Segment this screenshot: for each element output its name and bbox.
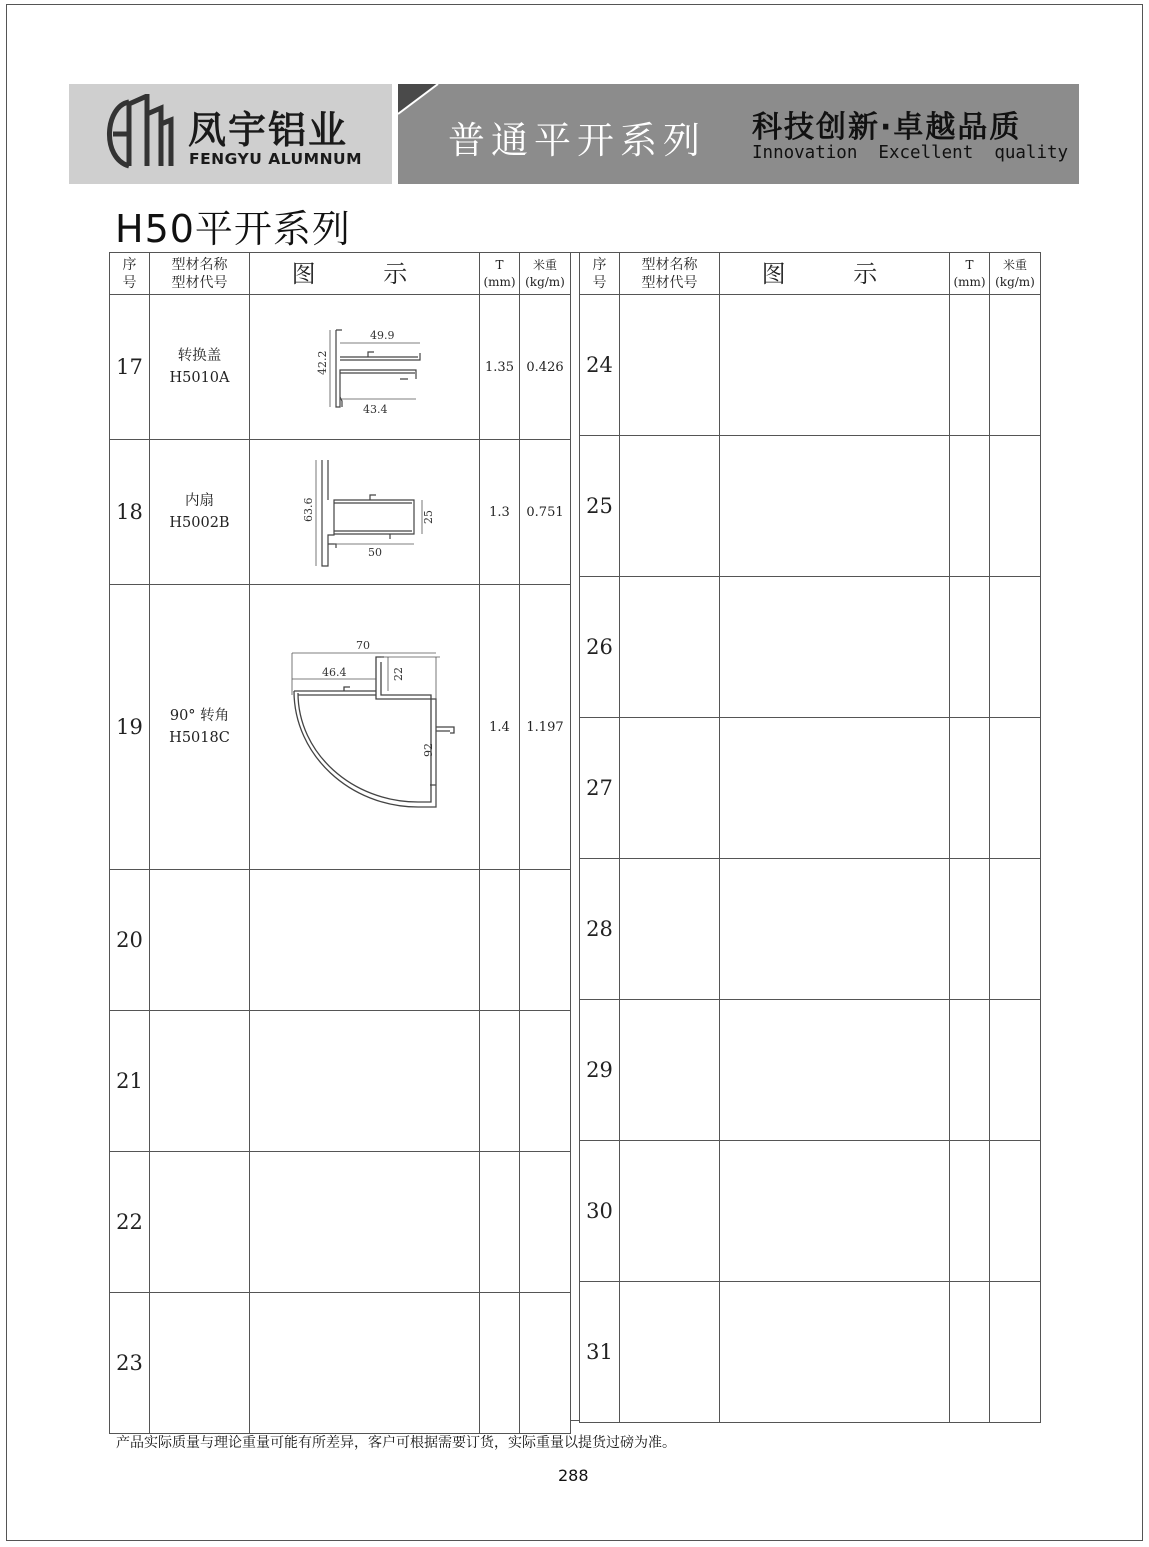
row-figure xyxy=(720,1141,950,1282)
table-header xyxy=(110,253,571,295)
row-seq: 30 xyxy=(580,1141,620,1282)
row-weight: 1.197 xyxy=(520,585,571,870)
row-seq: 18 xyxy=(110,440,150,585)
figure-header: 图 示 xyxy=(250,253,480,295)
slogan-cn: 科技创新·卓越品质 xyxy=(752,110,1022,145)
brand-name-en: FENGYU ALUMNUM xyxy=(189,150,363,168)
row-seq: 19 xyxy=(110,585,150,870)
thickness-header: T (mm) xyxy=(950,253,990,295)
row-seq: 25 xyxy=(580,436,620,577)
banner-notch-icon xyxy=(398,84,442,118)
row-name xyxy=(150,1293,250,1434)
brand-banner xyxy=(69,84,392,184)
slogan-en: Innovation Excellent quality xyxy=(752,143,1069,163)
seq-header: 序 号 xyxy=(110,253,150,295)
page-number: 288 xyxy=(558,1466,589,1485)
row-weight xyxy=(990,718,1041,859)
row-seq: 31 xyxy=(580,1282,620,1423)
dim-width: 50 xyxy=(368,546,382,559)
row-name xyxy=(620,859,720,1000)
row-weight xyxy=(520,1152,571,1293)
row-weight xyxy=(990,436,1041,577)
row-thickness xyxy=(950,859,990,1000)
row-name: 90° 转角 H5018C xyxy=(150,585,250,870)
row-weight xyxy=(990,1282,1041,1423)
row-weight xyxy=(520,870,571,1011)
row-name xyxy=(620,1000,720,1141)
profile-h5018c-drawing xyxy=(250,585,480,865)
row-thickness xyxy=(480,1293,520,1434)
table-header xyxy=(580,253,1041,295)
table-row xyxy=(580,436,1041,577)
row-seq: 24 xyxy=(580,295,620,436)
row-thickness xyxy=(480,870,520,1011)
row-thickness: 1.4 xyxy=(480,585,520,870)
row-thickness xyxy=(950,436,990,577)
row-thickness: 1.3 xyxy=(480,440,520,585)
row-figure xyxy=(250,295,480,440)
dim-lip-height: 22 xyxy=(392,667,405,681)
table-row xyxy=(580,577,1041,718)
profile-table-right xyxy=(579,252,1041,1423)
row-seq: 20 xyxy=(110,870,150,1011)
brand-name-cn: 凤宇铝业 xyxy=(188,108,349,152)
table-row xyxy=(580,859,1041,1000)
name-header: 型材名称 型材代号 xyxy=(150,253,250,295)
profile-table-left xyxy=(109,252,571,1434)
figure-header: 图 示 xyxy=(720,253,950,295)
row-thickness xyxy=(950,295,990,436)
row-figure xyxy=(720,859,950,1000)
row-figure xyxy=(250,870,480,1011)
row-weight xyxy=(990,577,1041,718)
row-name xyxy=(620,1141,720,1282)
name-header: 型材名称 型材代号 xyxy=(620,253,720,295)
row-thickness: 1.35 xyxy=(480,295,520,440)
dim-inner-width: 46.4 xyxy=(322,666,347,679)
row-weight xyxy=(990,1141,1041,1282)
weight-header: 米重 (kg/m) xyxy=(990,253,1041,295)
row-figure xyxy=(250,1152,480,1293)
row-figure xyxy=(720,436,950,577)
row-seq: 21 xyxy=(110,1011,150,1152)
fengyu-building-logo-icon xyxy=(99,94,179,174)
table-row xyxy=(110,870,571,1011)
row-weight xyxy=(990,295,1041,436)
row-seq: 22 xyxy=(110,1152,150,1293)
table-row xyxy=(580,1141,1041,1282)
row-seq: 26 xyxy=(580,577,620,718)
thickness-header: T (mm) xyxy=(480,253,520,295)
row-seq: 17 xyxy=(110,295,150,440)
footnote: 产品实际质量与理论重量可能有所差异，客户可根据需要订货，实际重量以提货过磅为准。 xyxy=(116,1435,676,1451)
row-thickness xyxy=(950,718,990,859)
table-row xyxy=(580,718,1041,859)
table-row xyxy=(110,1293,571,1434)
row-thickness xyxy=(950,1141,990,1282)
dim-inner-height: 25 xyxy=(422,510,435,524)
table-row xyxy=(110,295,571,440)
row-name: 内扇 H5002B xyxy=(150,440,250,585)
row-seq: 23 xyxy=(110,1293,150,1434)
row-thickness xyxy=(480,1011,520,1152)
row-weight xyxy=(990,859,1041,1000)
row-thickness xyxy=(950,1000,990,1141)
row-weight: 0.751 xyxy=(520,440,571,585)
row-thickness xyxy=(480,1152,520,1293)
table-gutter xyxy=(570,252,579,1421)
dim-width-top: 49.9 xyxy=(370,329,395,342)
row-figure xyxy=(720,1282,950,1423)
row-figure xyxy=(720,718,950,859)
row-weight xyxy=(990,1000,1041,1141)
row-figure xyxy=(250,440,480,585)
table-row xyxy=(110,1011,571,1152)
dim-height: 42.2 xyxy=(316,350,329,375)
row-name xyxy=(150,1152,250,1293)
row-figure xyxy=(720,577,950,718)
row-name xyxy=(620,1282,720,1423)
table-row xyxy=(580,295,1041,436)
row-seq: 28 xyxy=(580,859,620,1000)
row-figure xyxy=(720,295,950,436)
dim-width-bottom: 43.4 xyxy=(363,403,388,416)
row-figure xyxy=(250,1011,480,1152)
row-figure xyxy=(720,1000,950,1141)
table-row xyxy=(110,440,571,585)
row-name xyxy=(620,577,720,718)
table-row xyxy=(110,1152,571,1293)
row-weight xyxy=(520,1011,571,1152)
weight-header: 米重 (kg/m) xyxy=(520,253,571,295)
seq-header: 序 号 xyxy=(580,253,620,295)
table-row xyxy=(580,1282,1041,1423)
page-title: H50平开系列 xyxy=(115,207,351,251)
row-weight: 0.426 xyxy=(520,295,571,440)
row-name xyxy=(620,295,720,436)
series-title: 普通平开系列 xyxy=(448,119,706,162)
profile-h5010a-drawing xyxy=(250,295,480,435)
row-weight xyxy=(520,1293,571,1434)
dim-total-width: 70 xyxy=(356,639,370,652)
dim-height: 63.6 xyxy=(302,497,315,522)
row-seq: 27 xyxy=(580,718,620,859)
row-name xyxy=(150,870,250,1011)
row-thickness xyxy=(950,577,990,718)
row-name xyxy=(620,718,720,859)
row-figure xyxy=(250,1293,480,1434)
row-figure xyxy=(250,585,480,870)
profile-h5002b-drawing xyxy=(250,440,480,580)
row-seq: 29 xyxy=(580,1000,620,1141)
row-name xyxy=(620,436,720,577)
row-name: 转换盖 H5010A xyxy=(150,295,250,440)
dim-total-height: 92 xyxy=(422,743,435,757)
table-row xyxy=(580,1000,1041,1141)
row-thickness xyxy=(950,1282,990,1423)
row-name xyxy=(150,1011,250,1152)
